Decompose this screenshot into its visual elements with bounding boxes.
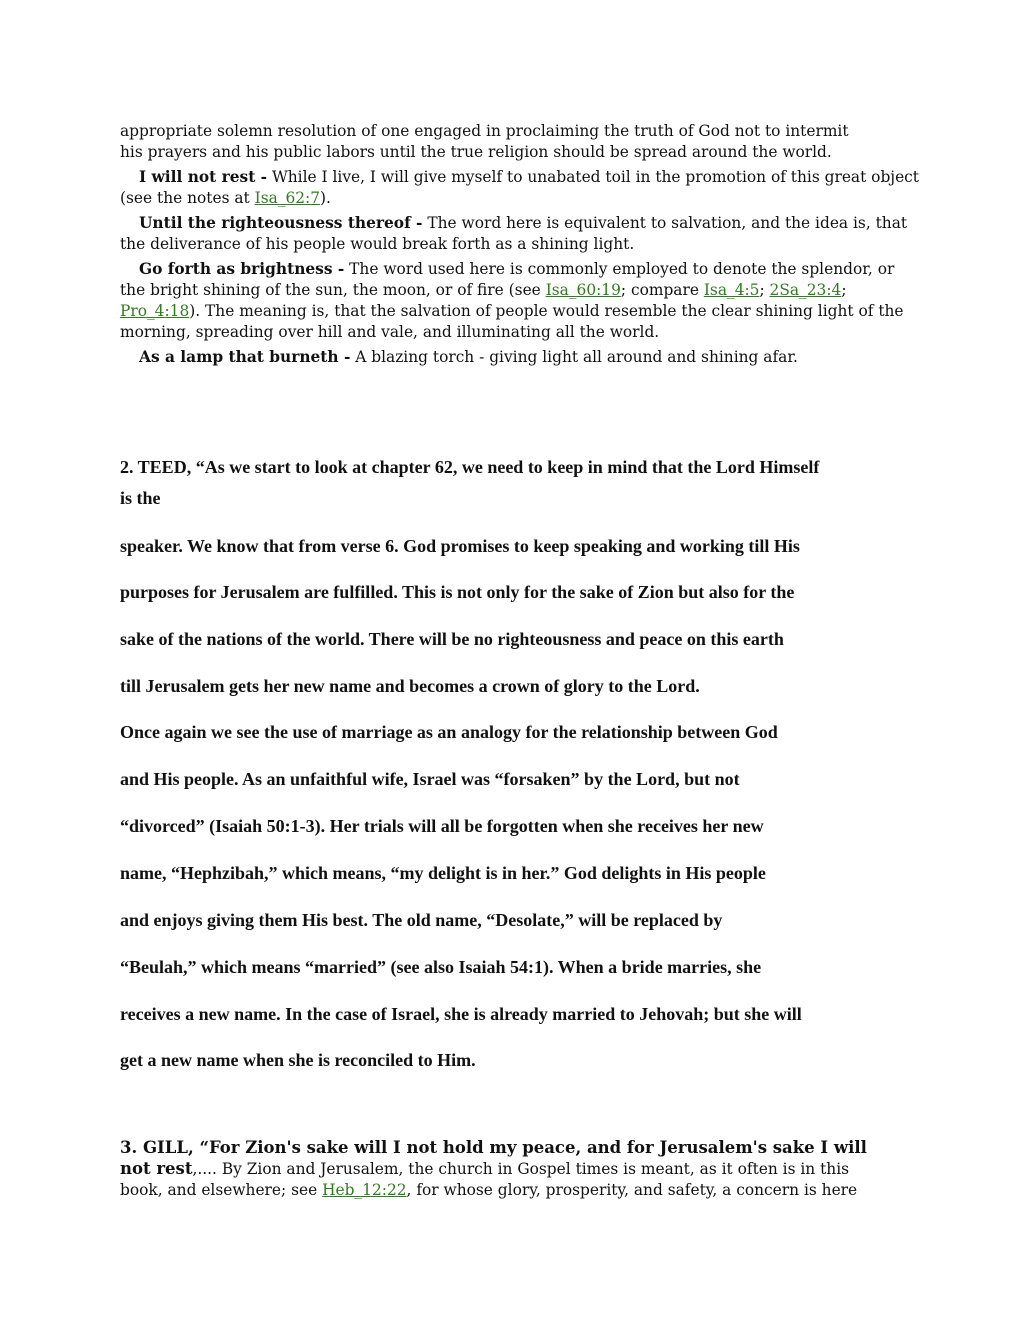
scripture-link[interactable]: Heb_12:22 — [322, 1181, 407, 1199]
intro-paragraph — [120, 121, 920, 163]
gill-paragraph — [120, 1158, 910, 1201]
note-text: A blazing torch - giving light all around and shining afar. — [350, 348, 798, 366]
note-term: Go forth as brightness - — [139, 260, 345, 278]
teed-line: “Beulah,” which means “married” (see also Isaiah 54:1). When a bride marries, she — [120, 957, 762, 977]
barnes-commentary-section — [120, 121, 920, 368]
scripture-link[interactable]: Isa_62:7 — [254, 189, 321, 207]
intro-line: appropriate solemn resolution of one engaged in proclaiming the truth of God not to intermit — [120, 122, 849, 140]
note-i-will-not-rest — [120, 167, 920, 209]
note-as-a-lamp — [120, 347, 920, 368]
teed-line: sake of the nations of the world. There will be no righteousness and peace on this earth — [120, 629, 784, 649]
note-term: I will not rest - — [139, 168, 268, 186]
teed-line: and His people. As an unfaithful wife, Israel was “forsaken” by the Lord, but not — [120, 769, 740, 789]
intro-line: his prayers and his public labors until the true religion should be spread around the world. — [120, 143, 832, 161]
gill-text: book, and elsewhere; see — [120, 1181, 323, 1199]
teed-line: Once again we see the use of marriage as an analogy for the relationship between God — [120, 722, 778, 742]
gill-heading: 3. GILL, “For Zion's sake will I not hold my peace, and for Jerusalem's sake I will — [120, 1138, 867, 1157]
note-text: While I live, I will give myself to unabated toil in the promotion of this great object (see the notes at — [120, 168, 919, 207]
scripture-link[interactable]: Pro_4:18 — [120, 302, 190, 320]
teed-line: receives a new name. In the case of Israel, she is already married to Jehovah; but she will — [120, 1004, 802, 1024]
gill-heading-tail: not rest — [120, 1159, 193, 1178]
teed-line: 2. TEED, “As we start to look at chapter 62, we need to keep in mind that the Lord Himself — [120, 457, 820, 477]
note-term: As a lamp that burneth - — [139, 348, 351, 366]
note-text: The word here is equivalent to salvation, and the idea is, that the deliverance of his people would break forth as a shining light. — [120, 214, 908, 253]
note-text: ). The meaning is, that the salvation of people would resemble the clear shining light of the morning, spreading over hill and vale, and illuminating all the world. — [120, 302, 904, 341]
scripture-link[interactable]: Isa_60:19 — [545, 281, 621, 299]
teed-line: is the — [120, 488, 161, 508]
teed-line: purposes for Jerusalem are fulfilled. This is not only for the sake of Zion but also for the — [120, 582, 795, 602]
teed-line: speaker. We know that from verse 6. God promises to keep speaking and working till His — [120, 536, 800, 556]
gill-text: ,.... By Zion and Jerusalem, the church in Gospel times is meant, as it often is in this — [192, 1160, 850, 1178]
note-until-the-righteousness — [120, 213, 920, 255]
note-text: ; compare — [620, 281, 704, 299]
gill-text: , for whose glory, prosperity, and safety, a concern is here — [406, 1181, 858, 1199]
teed-line: till Jerusalem gets her new name and becomes a crown of glory to the Lord. — [120, 676, 700, 696]
teed-line: name, “Hephzibah,” which means, “my delight is in her.” God delights in His people — [120, 863, 766, 883]
teed-line: get a new name when she is reconciled to Him. — [120, 1050, 476, 1070]
scripture-link[interactable]: 2Sa_23:4 — [769, 281, 842, 299]
teed-line: “divorced” (Isaiah 50:1-3). Her trials will all be forgotten when she receives her new — [120, 816, 764, 836]
scripture-link[interactable]: Isa_4:5 — [703, 281, 760, 299]
note-text: ; — [841, 281, 847, 299]
gill-commentary-section — [120, 1137, 910, 1201]
teed-line: and enjoys giving them His best. The old name, “Desolate,” will be replaced by — [120, 910, 723, 930]
note-go-forth-as-brightness — [120, 259, 920, 343]
note-text: ). — [320, 189, 331, 207]
note-text: The word used here is commonly employed to denote the splendor, or the bright shining of the sun, the moon, or of fire (see — [120, 260, 895, 299]
note-term: Until the righteousness thereof - — [139, 214, 423, 232]
note-text: ; — [759, 281, 770, 299]
